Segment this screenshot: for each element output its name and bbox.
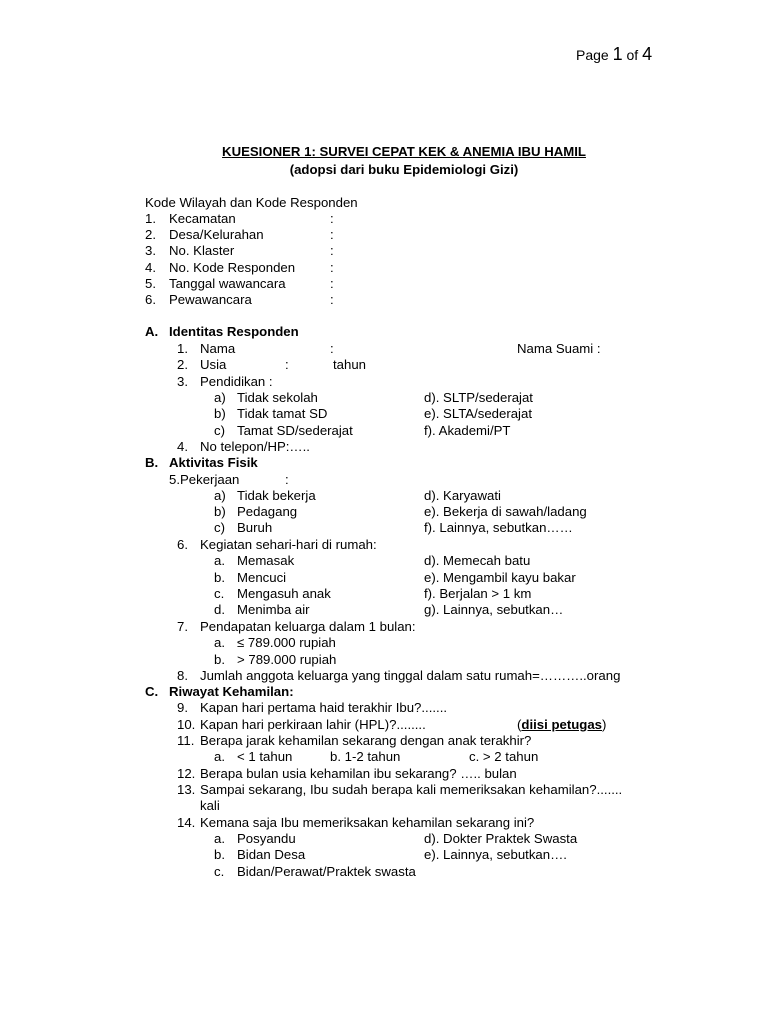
note-paren: ) — [602, 717, 607, 732]
option-text: < 1 tahun — [237, 749, 293, 764]
kode-colon: : — [330, 292, 334, 307]
kode-num: 6. — [145, 292, 156, 307]
kode-num: 5. — [145, 276, 156, 291]
question-label: Nama — [200, 341, 236, 356]
section-b-heading: Aktivitas Fisik — [169, 455, 258, 470]
note-text: diisi petugas — [521, 717, 603, 732]
question-label: Kapan hari perkiraan lahir (HPL)?........ — [200, 717, 426, 732]
document-title: KUESIONER 1: SURVEI CEPAT KEK & ANEMIA IBU HAMIL — [222, 144, 586, 159]
page-current: 1 — [612, 44, 623, 64]
question-number: 6. — [177, 537, 188, 552]
option-key: a. — [214, 635, 225, 650]
question-label: Pendidikan : — [200, 374, 273, 389]
question-number: 11. — [177, 733, 195, 748]
option-key: b. — [214, 652, 225, 667]
option-text: d). Memecah batu — [424, 553, 531, 568]
question-number: 8. — [177, 668, 188, 683]
option-text: Memasak — [237, 553, 295, 568]
section-a-heading: Identitas Responden — [169, 324, 299, 339]
question-number: 1. — [177, 341, 188, 356]
question-number: 13. — [177, 782, 196, 797]
question-label: Jumlah anggota keluarga yang tinggal dalam satu rumah=………..orang — [200, 668, 621, 683]
question-colon: : — [285, 472, 289, 487]
option-text: e). Lainnya, sebutkan…. — [424, 847, 567, 862]
option-key: a) — [214, 488, 226, 503]
kode-label: Desa/Kelurahan — [169, 227, 264, 242]
section-a-letter: A. — [145, 324, 159, 339]
question-number: 3. — [177, 374, 188, 389]
question-number: 2. — [177, 357, 188, 372]
question-colon: : — [285, 357, 289, 372]
question-label: Pendapatan keluarga dalam 1 bulan: — [200, 619, 416, 634]
question-label: Kemana saja Ibu memeriksakan kehamilan sekarang ini? — [200, 815, 535, 830]
note-paren: ( — [517, 717, 522, 732]
page-number — [576, 44, 652, 65]
option-text: f). Berjalan > 1 km — [424, 586, 532, 601]
question-label: Kegiatan sehari-hari di rumah: — [200, 537, 377, 552]
option-key: c) — [214, 520, 225, 535]
kode-colon: : — [330, 227, 334, 242]
petugas-note — [517, 717, 606, 733]
kode-heading: Kode Wilayah dan Kode Responden — [145, 195, 358, 210]
question-label: Sampai sekarang, Ibu sudah berapa kali memeriksakan kehamilan?....... — [200, 782, 623, 797]
question-number: 4. — [177, 439, 188, 454]
option-key: b) — [214, 504, 226, 519]
kode-colon: : — [330, 260, 334, 275]
document-subtitle: (adopsi dari buku Epidemiologi Gizi) — [289, 162, 519, 177]
option-text: e). Bekerja di sawah/ladang — [424, 504, 587, 519]
option-text: > 789.000 rupiah — [237, 652, 337, 667]
option-text: b. 1-2 tahun — [330, 749, 401, 764]
nama-suami-label: Nama Suami : — [517, 341, 601, 356]
option-key: a. — [214, 749, 225, 764]
option-key: b) — [214, 406, 226, 421]
option-text: Tidak sekolah — [237, 390, 318, 405]
option-text: c. > 2 tahun — [469, 749, 539, 764]
option-text: e). Mengambil kayu bakar — [424, 570, 576, 585]
kode-label: Kecamatan — [169, 211, 236, 226]
question-number: 14. — [177, 815, 196, 830]
kode-label: Tanggal wawancara — [169, 276, 286, 291]
question-label: 5.Pekerjaan — [169, 472, 240, 487]
kode-num: 1. — [145, 211, 156, 226]
question-label: No telepon/HP:….. — [200, 439, 310, 454]
question-label: Kapan hari pertama haid terakhir Ibu?....... — [200, 700, 448, 715]
kode-colon: : — [330, 276, 334, 291]
option-key: a) — [214, 390, 226, 405]
question-colon: : — [330, 341, 334, 356]
option-text: Tidak tamat SD — [237, 406, 328, 421]
option-text: ≤ 789.000 rupiah — [237, 635, 336, 650]
kode-colon: : — [330, 243, 334, 258]
kode-num: 3. — [145, 243, 156, 258]
kode-num: 2. — [145, 227, 156, 242]
page-label: Page — [576, 47, 609, 63]
option-text: d). SLTP/sederajat — [424, 390, 533, 405]
page-total: 4 — [642, 44, 653, 64]
option-text: g). Lainnya, sebutkan… — [424, 602, 564, 617]
option-text: e). SLTA/sederajat — [424, 406, 532, 421]
unit-label: tahun — [333, 357, 367, 372]
option-text: Bidan/Perawat/Praktek swasta — [237, 864, 416, 879]
option-key: a. — [214, 831, 225, 846]
kode-label: No. Klaster — [169, 243, 235, 258]
question-label: Berapa jarak kehamilan sekarang dengan anak terakhir? — [200, 733, 532, 748]
option-text: Pedagang — [237, 504, 298, 519]
option-text: d). Dokter Praktek Swasta — [424, 831, 578, 846]
question-number: 10. — [177, 717, 196, 732]
question-label: Usia — [200, 357, 227, 372]
option-text: f). Akademi/PT — [424, 423, 511, 438]
question-label: Berapa bulan usia kehamilan ibu sekarang? ….. bulan — [200, 766, 517, 781]
kode-label: Pewawancara — [169, 292, 252, 307]
option-key: b. — [214, 847, 225, 862]
section-c-heading: Riwayat Kehamilan: — [169, 684, 294, 699]
option-key: c. — [214, 586, 225, 601]
option-text: d). Karyawati — [424, 488, 501, 503]
question-number: 7. — [177, 619, 188, 634]
question-number: 9. — [177, 700, 188, 715]
kode-num: 4. — [145, 260, 156, 275]
option-text: Menimba air — [237, 602, 310, 617]
option-text: Mencuci — [237, 570, 287, 585]
question-number: 12. — [177, 766, 196, 781]
kode-colon: : — [330, 211, 334, 226]
option-text: Posyandu — [237, 831, 296, 846]
option-text: f). Lainnya, sebutkan…… — [424, 520, 573, 535]
option-text: Buruh — [237, 520, 273, 535]
option-key: c) — [214, 423, 225, 438]
question-continuation: kali — [200, 798, 220, 813]
option-text: Bidan Desa — [237, 847, 306, 862]
option-text: Mengasuh anak — [237, 586, 331, 601]
option-text: Tamat SD/sederajat — [237, 423, 353, 438]
option-key: d. — [214, 602, 225, 617]
section-b-letter: B. — [145, 455, 159, 470]
option-key: a. — [214, 553, 225, 568]
section-c-letter: C. — [145, 684, 159, 699]
option-text: Tidak bekerja — [237, 488, 316, 503]
kode-label: No. Kode Responden — [169, 260, 296, 275]
page-of: of — [626, 47, 639, 63]
option-key: c. — [214, 864, 225, 879]
option-key: b. — [214, 570, 225, 585]
